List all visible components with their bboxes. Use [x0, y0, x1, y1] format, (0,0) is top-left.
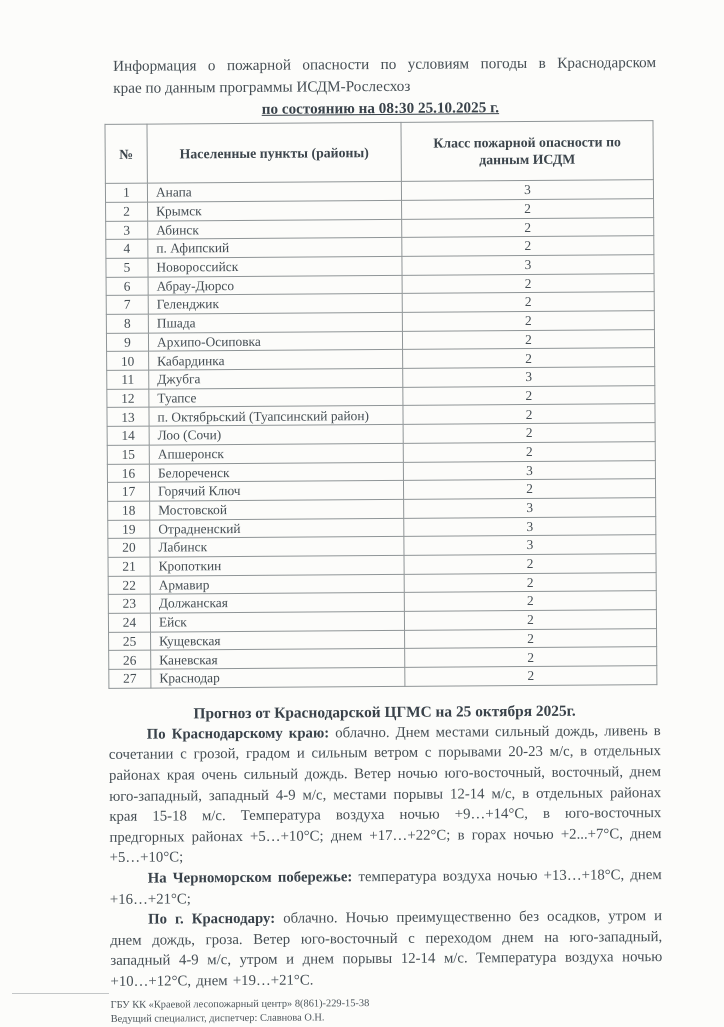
scan-artifact-line [12, 993, 109, 994]
row-number: 16 [107, 464, 149, 483]
document-footer [111, 996, 663, 1027]
row-locality: Геленджик [148, 294, 402, 314]
fire-danger-table [104, 120, 657, 688]
row-number: 14 [107, 426, 149, 445]
row-locality: Джубга [149, 368, 403, 388]
row-fire-class: 2 [404, 610, 656, 630]
forecast-paragraph-coast-label: На Черноморском побережье: [147, 869, 353, 887]
row-number: 18 [108, 501, 150, 520]
row-locality: Новороссийск [148, 256, 402, 276]
row-fire-class: 2 [402, 273, 654, 293]
row-fire-class: 2 [403, 348, 655, 368]
row-number: 1 [105, 183, 147, 202]
forecast-paragraph-city [110, 906, 663, 992]
row-number: 23 [108, 594, 150, 613]
row-fire-class: 3 [401, 180, 653, 200]
row-fire-class: 2 [402, 292, 654, 312]
row-fire-class: 2 [404, 554, 656, 574]
row-fire-class: 2 [403, 479, 655, 499]
row-fire-class: 2 [404, 572, 656, 592]
row-number: 26 [109, 650, 151, 669]
forecast-paragraph-city-text: облачно. Ночью преимущественно без осадков, утром и днем дождь, гроза. Ветер юго-восточный с переходом днем на юго-западный, западный 4-9 м/с, утром и днем порывы 12-14 м/с. Температура воздуха ночью +10…+12°С, днем +19…+21°С. [110, 908, 663, 990]
forecast-paragraph-krai [109, 721, 662, 869]
row-locality: Туапсе [149, 387, 403, 407]
document-title-line-2: крае по данным программы ИСДМ-Рослесхоз [113, 77, 411, 97]
row-number: 6 [106, 277, 148, 296]
row-locality: Каневская [151, 649, 405, 669]
row-fire-class: 2 [402, 329, 654, 349]
row-locality: Апшеронск [149, 443, 403, 463]
forecast-paragraph-coast-text: температура воздуха ночью +13…+18°С, днем +16…+21°С; [109, 866, 662, 908]
row-locality: Кабардинка [149, 350, 403, 370]
row-locality: Отрадненский [150, 518, 404, 538]
row-locality: п. Октябрьский (Туапсинский район) [149, 406, 403, 426]
header-row [105, 121, 653, 184]
row-fire-class: 3 [403, 460, 655, 480]
row-number: 17 [107, 482, 149, 501]
row-number: 8 [106, 314, 148, 333]
row-number: 20 [108, 538, 150, 557]
row-number: 21 [108, 557, 150, 576]
row-locality: Пшада [148, 312, 402, 332]
row-locality: Мостовской [150, 499, 404, 519]
row-fire-class: 2 [405, 628, 657, 648]
row-locality: Ейск [150, 611, 404, 631]
row-number: 9 [106, 333, 148, 352]
row-number: 13 [107, 408, 149, 427]
row-number: 10 [107, 351, 149, 370]
header-number: № [105, 124, 147, 183]
row-locality: Краснодар [151, 667, 405, 687]
row-locality: п. Афипский [148, 238, 402, 258]
row-locality: Лабинск [150, 537, 404, 557]
row-locality: Кропоткин [150, 555, 404, 575]
row-locality: Кущевская [151, 630, 405, 650]
footer-organization-phone: ГБУ КК «Краевой лесопожарный центр» 8(861)-229-15-38 [110, 998, 370, 1012]
row-locality: Крымск [148, 200, 402, 220]
row-number: 7 [106, 295, 148, 314]
row-number: 22 [108, 576, 150, 595]
table-row [109, 666, 657, 689]
row-locality: Абрау-Дюрсо [148, 275, 402, 295]
row-locality: Абинск [148, 219, 402, 239]
row-number: 3 [106, 221, 148, 240]
row-number: 11 [107, 370, 149, 389]
row-number: 15 [107, 445, 149, 464]
forecast-paragraph-krai-text: облачно. Днем местами сильный дождь, ливень в сочетании с грозой, градом и сильным ветром с порывами 20-23 м/с, в отдельных районах края очень сильный дождь. Ветер ночью юго-восточный, восточный, днем юго-западный, западный 4-9 м/с, местами порывы 12-14 м/с, в отдельных районах края 15-18 м/с. Температура воздуха ночью +9…+14°С, в юго-восточных предгорных районах +5…+10°С; днем +17…+22°С; в горах ночью +2...+7°С, днем +5…+10°С; [108, 722, 662, 867]
forecast-paragraph-city-label: По г. Краснодару: [147, 910, 276, 928]
row-fire-class: 2 [405, 666, 657, 686]
forecast-paragraph-krai-label: По Краснодарскому краю: [146, 725, 330, 743]
header-locality: Населенные пункты (районы) [147, 123, 401, 184]
row-fire-class: 3 [403, 367, 655, 387]
footer-specialist: Ведущий специалист, диспетчер: Славнова О.Н. [110, 1012, 325, 1026]
row-fire-class: 2 [405, 647, 657, 667]
fire-danger-table-body [105, 180, 657, 688]
row-fire-class: 2 [403, 441, 655, 461]
row-fire-class: 2 [403, 404, 655, 424]
scanned-page [104, 52, 663, 1027]
row-fire-class: 3 [404, 516, 656, 536]
row-number: 4 [106, 239, 148, 258]
row-fire-class: 2 [403, 423, 655, 443]
row-fire-class: 3 [402, 255, 654, 275]
row-locality: Анапа [147, 182, 401, 202]
row-fire-class: 2 [402, 311, 654, 331]
row-fire-class: 2 [402, 236, 654, 256]
as-of-date-line: по состоянию на 08:30 25.10.2025 г. [261, 99, 500, 119]
row-locality: Лоо (Сочи) [149, 424, 403, 444]
row-number: 25 [109, 632, 151, 651]
row-locality: Белореченск [149, 462, 403, 482]
forecast-heading: Прогноз от Краснодарской ЦГМС на 25 октября 2025г. [193, 702, 576, 723]
row-number: 27 [109, 669, 151, 688]
row-fire-class: 2 [402, 217, 654, 237]
row-fire-class: 2 [402, 198, 654, 218]
forecast-paragraph-coast [110, 865, 662, 910]
row-number: 2 [106, 202, 148, 221]
row-locality: Армавир [150, 574, 404, 594]
row-number: 12 [107, 389, 149, 408]
row-number: 19 [108, 520, 150, 539]
fire-danger-table-header [105, 121, 653, 184]
row-fire-class: 2 [404, 591, 656, 611]
document-title-line-1: Информация о пожарной опасности по условиям погоды в Краснодарском [113, 54, 657, 75]
document-title [113, 52, 656, 99]
row-fire-class: 2 [403, 385, 655, 405]
row-locality: Должанская [150, 593, 404, 613]
row-number: 5 [106, 258, 148, 277]
row-fire-class: 3 [404, 535, 656, 555]
row-fire-class: 3 [404, 497, 656, 517]
row-locality: Архипо-Осиповка [148, 331, 402, 351]
row-number: 24 [108, 613, 150, 632]
header-fire-class: Класс пожарной опасности по данным ИСДМ [401, 121, 653, 182]
row-locality: Горячий Ключ [149, 481, 403, 501]
